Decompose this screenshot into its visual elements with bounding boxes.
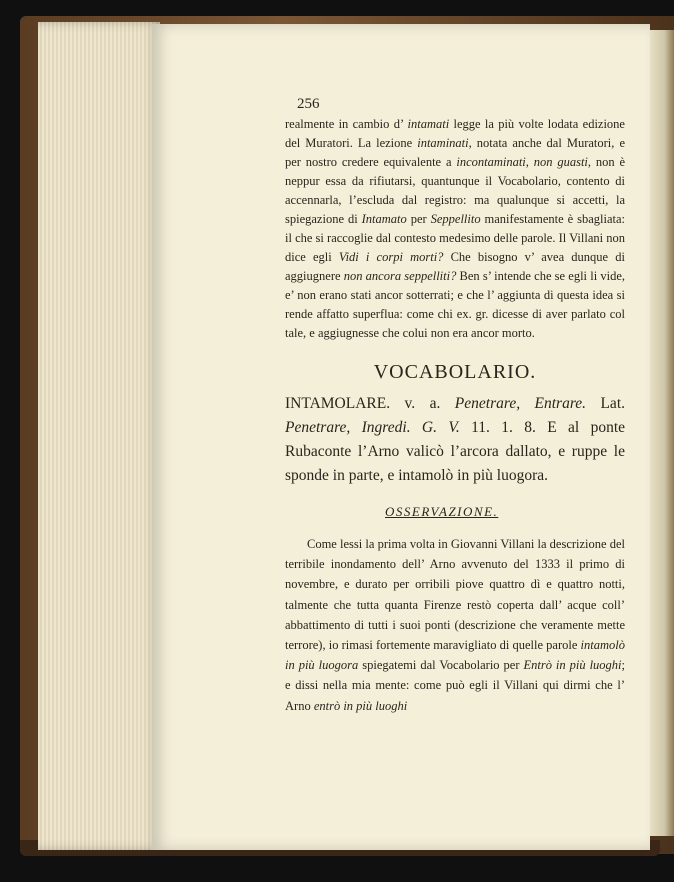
italic-run: entrò in più luoghi	[313, 698, 408, 713]
text-run: legge la più volte lodata edizione del Muratori. La lezione	[285, 117, 625, 150]
text-run: Lat.	[586, 395, 625, 412]
italic-run: non ancora seppelliti?	[343, 269, 457, 283]
text-run: v. a.	[390, 395, 455, 412]
italic-run: intamati	[407, 117, 450, 131]
italic-run: Penetrare, Entrare.	[454, 395, 587, 412]
text-run: 11. 1. 8. E al ponte Rubaconte l’Arno valicò l’arcora dallato, e ruppe le sponde in parte, e intamolò in più luogora.	[285, 419, 625, 484]
page-number: 256	[297, 96, 320, 112]
text-run: spiegatemi dal Vocabolario per	[358, 658, 524, 673]
text-run: Come lessi la prima volta in Giovanni Villani la descrizione del terribile inondamento dell’ Arno avvenuto del 1333 il primo di novembre, e durato per orribili piove quattro dì e quattro notti, talmente che tutta quanta Firenze restò coperta dall’ acque coll’ abbattimento di tutti i suoi ponti (descrizione che veramente mette terrore), io rimasi fortemente maravigliato di quelle parole	[285, 537, 625, 653]
text-run: per	[406, 212, 431, 226]
text-run: Che bisogno v’ avea dunque di aggiugnere	[285, 250, 625, 283]
text-run: ; e dissi nella mia mente: come può egli il Villani qui dirmi che l’ Arno	[285, 658, 625, 713]
facing-page-edge	[650, 30, 674, 836]
text-run: , non è neppur essa da rifiutarsi, quantunque il Vocabolario, contento di accennarla, l’escluda dal registro: ma qualunque si accetti, la spiegazione di	[285, 155, 626, 226]
text-run: manifestamente è sbagliata: il che si raccoglie dal contesto medesimo delle parole. Il Villani non dice egli	[285, 212, 625, 264]
observation-heading: OSSERVAZIONE.	[385, 504, 499, 519]
text-run: realmente in cambio d’	[285, 117, 408, 131]
page-text	[285, 96, 625, 716]
italic-run: Entrò in più luoghi	[523, 658, 622, 673]
italic-run: Seppellito	[430, 212, 481, 226]
italic-run: Penetrare, Ingredi. G. V.	[285, 419, 460, 436]
italic-run: Intamato	[361, 212, 407, 226]
intro-paragraph	[285, 115, 625, 343]
italic-run: intaminati	[417, 136, 469, 150]
italic-run: intamolò in più luogora	[285, 638, 625, 673]
text-run: INTAMOLARE.	[285, 395, 391, 412]
observation-paragraph	[285, 534, 625, 716]
italic-run: incontaminati, non guasti	[456, 155, 588, 169]
dictionary-entry	[285, 392, 625, 488]
section-heading: VOCABOLARIO.	[373, 361, 537, 383]
text-run: Ben s’ intende che se egli li vide, e’ non erano stati ancor sotterrati; e che l’ aggiunta di questa idea si rende affatto superflua: come chi ex. gr. dicesse di aver parlato col tale, e aggiugnesse che colui non era ancor morto.	[285, 269, 626, 340]
page-edges	[38, 22, 160, 850]
text-run: , notata anche dal Muratori, e per nostro credere equivalente a	[285, 136, 625, 169]
italic-run: Vidi i corpi morti?	[338, 250, 444, 264]
